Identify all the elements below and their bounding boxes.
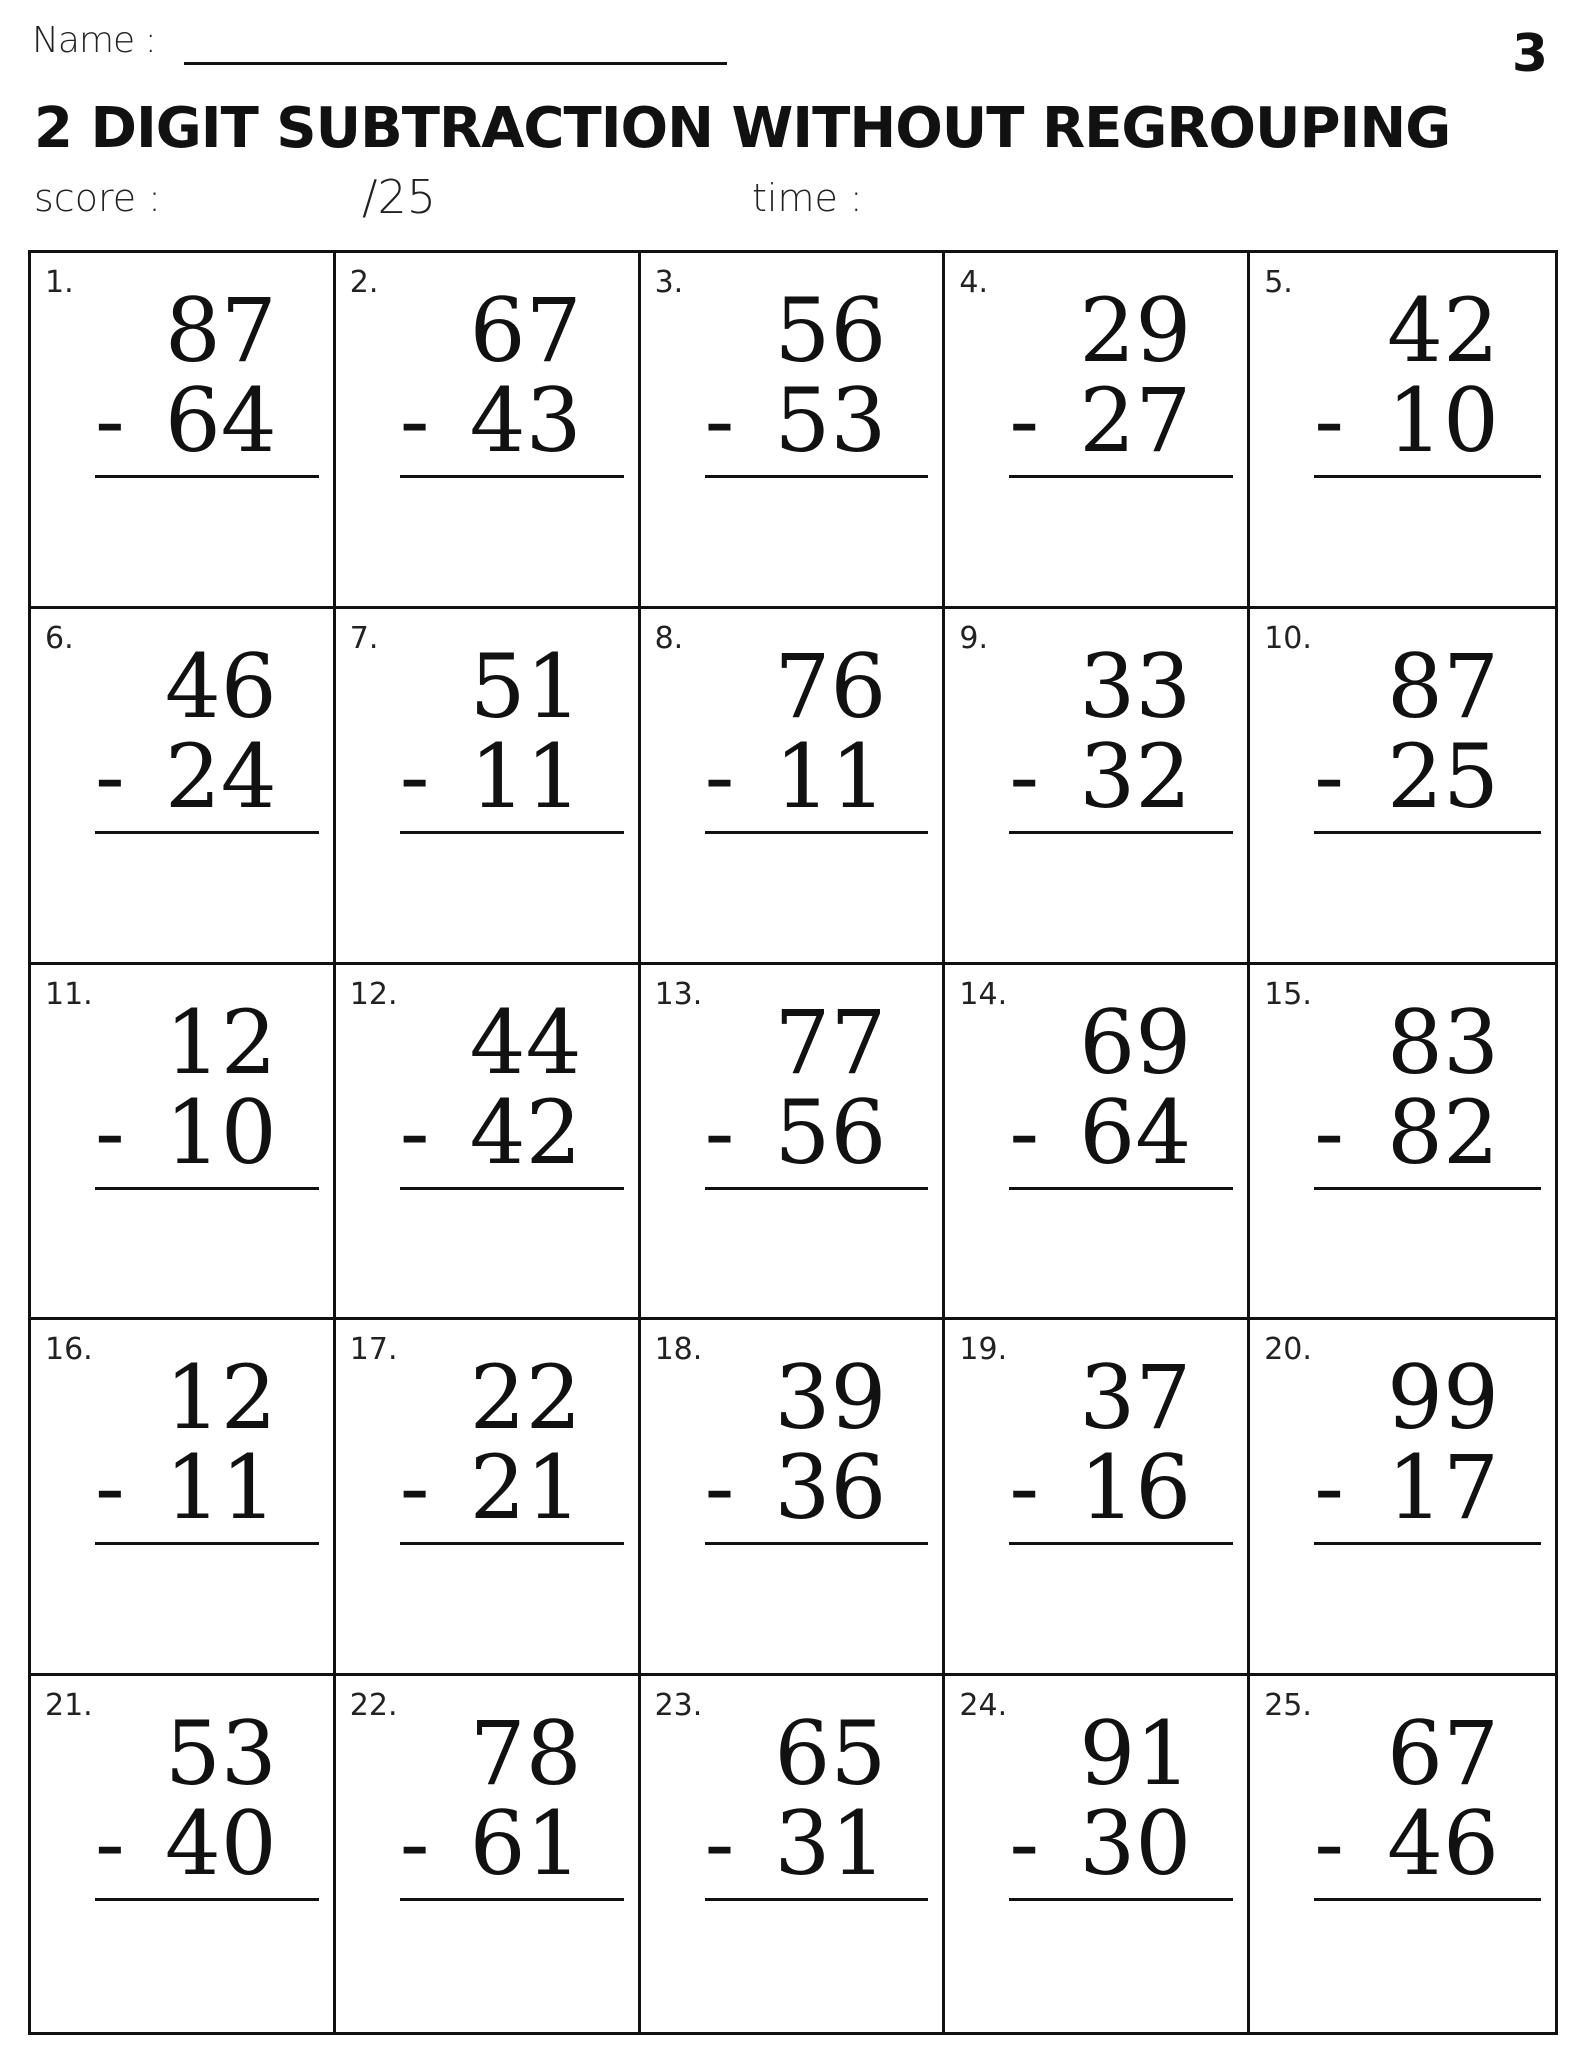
subtrahend: 53 (774, 369, 887, 472)
problem-number: 12. (349, 976, 398, 1012)
problem-cell[interactable] (1250, 1676, 1555, 2032)
problem-cell[interactable] (945, 965, 1250, 1321)
subtrahend: 11 (469, 724, 582, 828)
minuend: 46 (164, 634, 277, 738)
subtrahend: 17 (1387, 1436, 1499, 1540)
problem-number: 5. (1264, 265, 1293, 300)
problem-number: 18. (654, 1332, 703, 1368)
minus-sign: - (1009, 369, 1040, 472)
problem-number: 8. (654, 620, 684, 656)
minuend: 77 (774, 990, 887, 1094)
score-label: score : (34, 176, 161, 220)
minus-sign: - (95, 1080, 125, 1184)
problem-number: 9. (959, 620, 989, 656)
answer-line (400, 831, 624, 834)
problem-number: 10. (1264, 620, 1312, 656)
minus-sign: - (704, 369, 735, 472)
answer-line (400, 1898, 624, 1901)
answer-line (1009, 1898, 1233, 1901)
answer-line (95, 1542, 319, 1545)
minuend: 33 (1079, 634, 1192, 738)
minus-sign: - (95, 724, 125, 828)
minus-sign: - (95, 369, 125, 472)
problem-cell[interactable] (1250, 609, 1555, 965)
minus-sign: - (399, 1792, 430, 1896)
minuend: 51 (469, 634, 582, 738)
problem-number: 20. (1264, 1332, 1312, 1368)
minuend: 78 (469, 1702, 582, 1806)
answer-line (95, 1187, 319, 1190)
page-number: 3 (1511, 24, 1548, 84)
subtrahend: 42 (469, 1080, 582, 1184)
problem-number: 17. (349, 1332, 398, 1368)
answer-line (400, 1542, 624, 1545)
subtrahend: 30 (1079, 1792, 1192, 1896)
subtrahend: 21 (469, 1436, 582, 1540)
answer-line (705, 1187, 929, 1190)
problem-cell[interactable] (1250, 965, 1555, 1321)
answer-line (1009, 475, 1233, 478)
answer-line (1009, 1542, 1233, 1545)
problem-cell[interactable] (31, 609, 336, 965)
problem-grid (28, 250, 1558, 2035)
problem-number: 25. (1264, 1688, 1312, 1724)
minuend: 53 (164, 1702, 277, 1806)
problem-cell[interactable] (31, 253, 336, 609)
problem-number: 16. (45, 1332, 93, 1368)
problem-cell[interactable] (336, 1320, 641, 1676)
problem-number: 14. (959, 976, 1008, 1012)
minus-sign: - (704, 1436, 735, 1540)
subtrahend: 64 (1079, 1080, 1192, 1184)
problem-cell[interactable] (336, 1676, 641, 2032)
answer-line (705, 475, 929, 478)
subtrahend: 25 (1387, 724, 1499, 828)
time-label: time : (752, 176, 863, 220)
problem-number: 23. (654, 1688, 703, 1724)
problem-cell[interactable] (641, 253, 946, 609)
problem-cell[interactable] (641, 965, 946, 1321)
minus-sign: - (399, 1080, 430, 1184)
minuend: 69 (1079, 990, 1192, 1094)
problem-cell[interactable] (641, 1676, 946, 2032)
minuend: 67 (469, 279, 582, 382)
subtrahend: 27 (1079, 369, 1192, 472)
minus-sign: - (1314, 1080, 1344, 1184)
minus-sign: - (1314, 1436, 1344, 1540)
problem-cell[interactable] (1250, 1320, 1555, 1676)
minuend: 12 (164, 990, 277, 1094)
problem-number: 4. (959, 265, 989, 300)
problem-cell[interactable] (336, 965, 641, 1321)
minuend: 12 (164, 1346, 277, 1450)
problem-number: 1. (45, 265, 74, 300)
answer-line (705, 831, 929, 834)
subtrahend: 46 (1387, 1792, 1499, 1896)
answer-line (95, 475, 319, 478)
problem-number: 21. (45, 1688, 93, 1724)
problem-cell[interactable] (31, 965, 336, 1321)
name-line[interactable] (184, 62, 727, 65)
minuend: 65 (774, 1702, 887, 1806)
subtrahend: 43 (469, 369, 582, 472)
answer-line (1009, 1187, 1233, 1190)
answer-line (1314, 1187, 1541, 1190)
answer-line (1314, 1542, 1541, 1545)
answer-line (1009, 831, 1233, 834)
subtrahend: 36 (774, 1436, 887, 1540)
problem-cell[interactable] (31, 1676, 336, 2032)
problem-number: 22. (349, 1688, 398, 1724)
minus-sign: - (1314, 369, 1344, 472)
minuend: 44 (469, 990, 582, 1094)
problem-cell[interactable] (945, 1320, 1250, 1676)
problem-number: 6. (45, 620, 74, 656)
subtrahend: 40 (164, 1792, 277, 1896)
minus-sign: - (1314, 724, 1344, 828)
answer-line (95, 1898, 319, 1901)
answer-line (1314, 1898, 1541, 1901)
problem-cell[interactable] (336, 609, 641, 965)
subtrahend: 11 (164, 1436, 277, 1540)
problem-cell[interactable] (945, 1676, 1250, 2032)
minuend: 76 (774, 634, 887, 738)
problem-number: 15. (1264, 976, 1312, 1012)
minus-sign: - (95, 1792, 125, 1896)
minuend: 99 (1387, 1346, 1499, 1450)
problem-cell[interactable] (1250, 253, 1555, 609)
minuend: 39 (774, 1346, 887, 1450)
problem-number: 2. (349, 265, 379, 300)
problem-number: 24. (959, 1688, 1008, 1724)
answer-line (1314, 831, 1541, 834)
minuend: 87 (164, 279, 277, 382)
name-label: Name : (32, 20, 156, 61)
subtrahend: 56 (774, 1080, 887, 1184)
minuend: 29 (1079, 279, 1192, 382)
problem-cell[interactable] (945, 609, 1250, 965)
answer-line (95, 831, 319, 834)
minuend: 67 (1387, 1702, 1499, 1806)
answer-line (1314, 475, 1541, 478)
minus-sign: - (399, 1436, 430, 1540)
subtrahend: 32 (1079, 724, 1192, 828)
minus-sign: - (399, 369, 430, 472)
minus-sign: - (1009, 1436, 1040, 1540)
problem-cell[interactable] (641, 1320, 946, 1676)
answer-line (705, 1542, 929, 1545)
problem-number: 19. (959, 1332, 1008, 1368)
minuend: 56 (774, 279, 887, 382)
minuend: 37 (1079, 1346, 1192, 1450)
subtrahend: 11 (774, 724, 887, 828)
minuend: 83 (1387, 990, 1499, 1094)
minus-sign: - (704, 1080, 735, 1184)
subtrahend: 61 (469, 1792, 582, 1896)
subtrahend: 64 (164, 369, 277, 472)
subtrahend: 82 (1387, 1080, 1499, 1184)
problem-number: 13. (654, 976, 703, 1012)
answer-line (400, 475, 624, 478)
minuend: 42 (1387, 279, 1499, 382)
answer-line (705, 1898, 929, 1901)
minus-sign: - (1009, 1080, 1040, 1184)
subtrahend: 24 (164, 724, 277, 828)
subtrahend: 16 (1079, 1436, 1192, 1540)
problem-number: 3. (654, 265, 684, 300)
minus-sign: - (1009, 1792, 1040, 1896)
problem-cell[interactable] (31, 1320, 336, 1676)
subtrahend: 31 (774, 1792, 887, 1896)
problem-cell[interactable] (336, 253, 641, 609)
problem-number: 7. (349, 620, 379, 656)
minus-sign: - (1314, 1792, 1344, 1896)
problem-cell[interactable] (945, 253, 1250, 609)
answer-line (400, 1187, 624, 1190)
subtrahend: 10 (1387, 369, 1499, 472)
minuend: 22 (469, 1346, 582, 1450)
minus-sign: - (95, 1436, 125, 1540)
minuend: 91 (1079, 1702, 1192, 1806)
minus-sign: - (1009, 724, 1040, 828)
score-total: /25 (362, 170, 437, 224)
subtrahend: 10 (164, 1080, 277, 1184)
minus-sign: - (399, 724, 430, 828)
worksheet-title: 2 DIGIT SUBTRACTION WITHOUT REGROUPING (34, 96, 1451, 161)
minus-sign: - (704, 1792, 735, 1896)
minus-sign: - (704, 724, 735, 828)
problem-cell[interactable] (641, 609, 946, 965)
problem-number: 11. (45, 976, 93, 1012)
minuend: 87 (1387, 634, 1499, 738)
